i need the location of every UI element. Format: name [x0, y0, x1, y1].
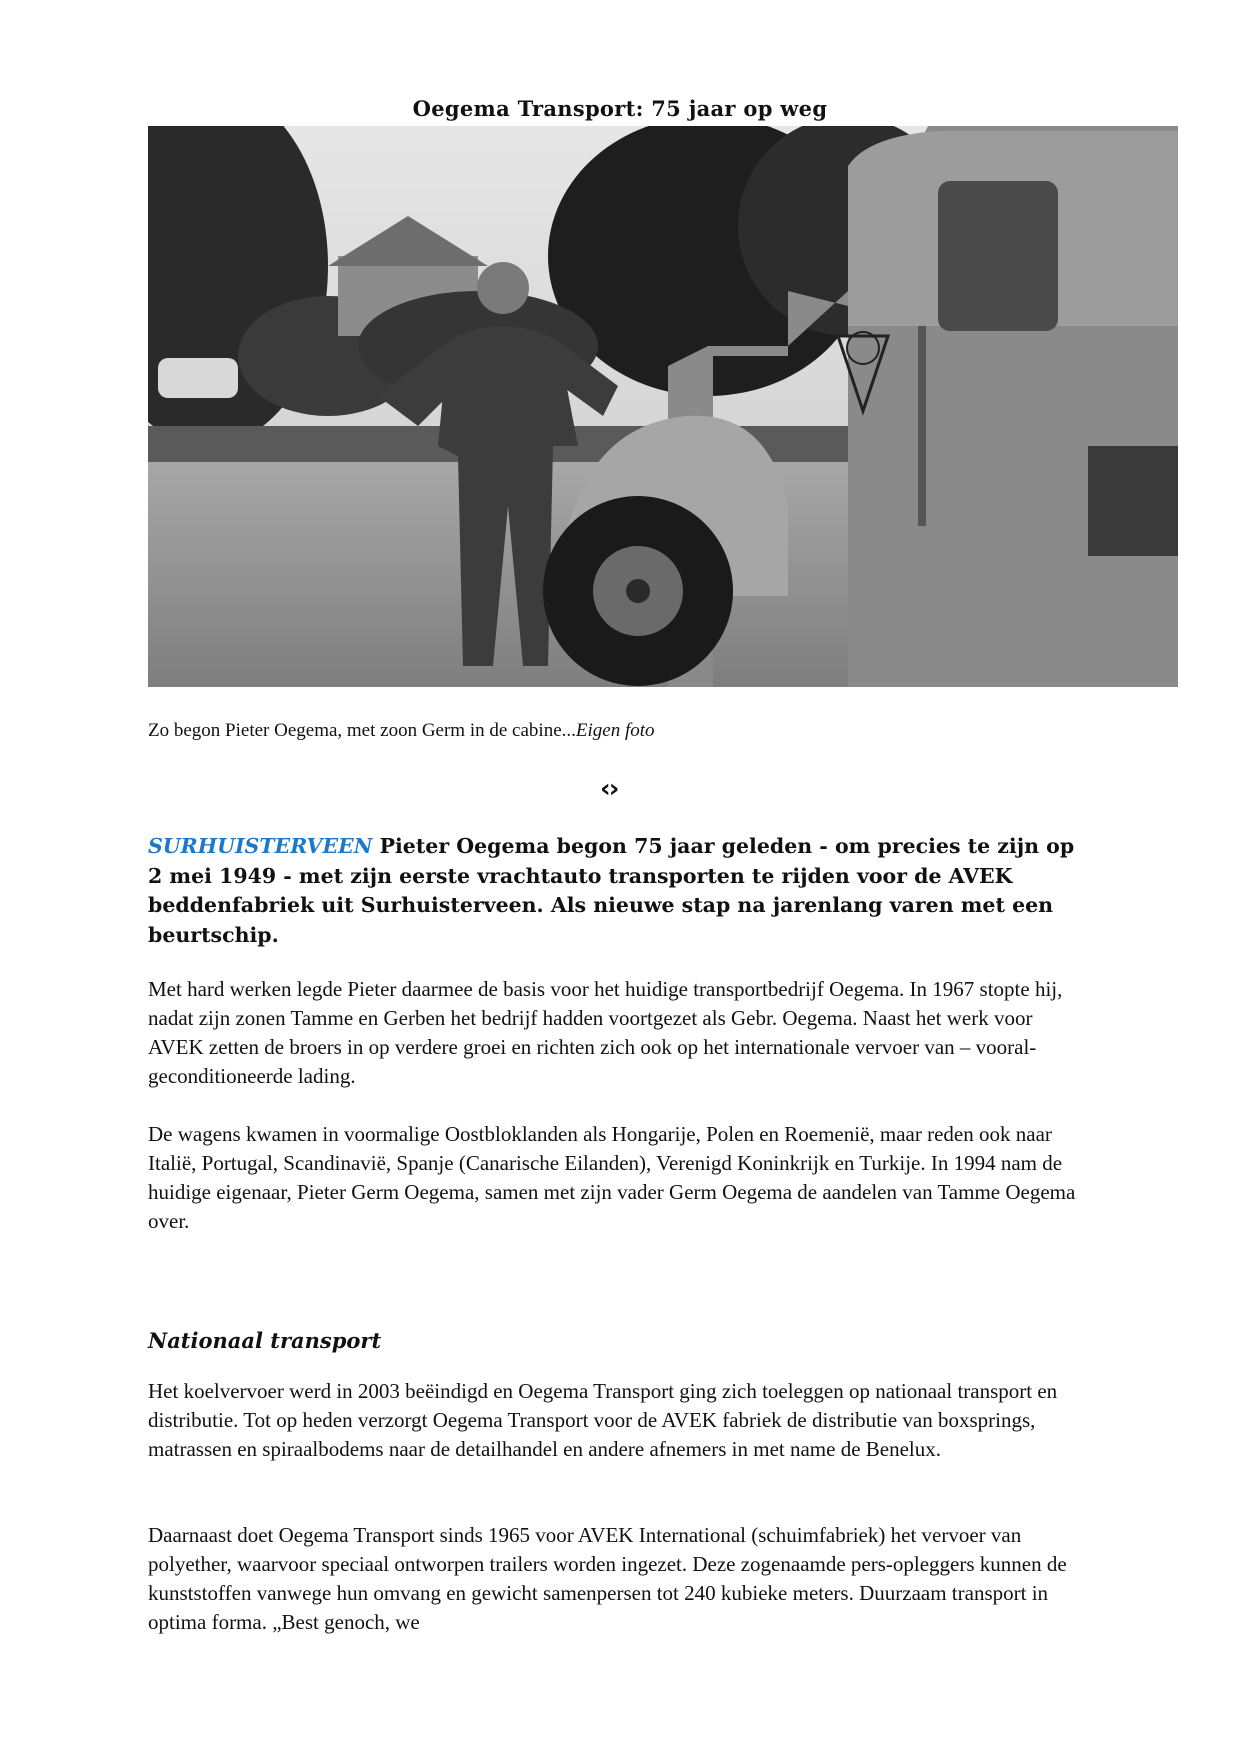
lead-text: Pieter Oegema begon 75 jaar geleden - om precies te zijn op 2 mei 1949 - met zijn eerste vrachtauto transporten te rijden voor de AVEK beddenfabriek uit Surhuisterveen. Als nieuwe stap na jarenlang varen met een beurtschip.: [148, 834, 1075, 947]
section-heading: Nationaal transport: [148, 1328, 382, 1353]
truck-photo-illustration: [148, 126, 1178, 687]
gallery-nav-arrows-icon[interactable]: ‹›: [600, 774, 618, 804]
caption-credit: Eigen foto: [575, 720, 655, 741]
body-paragraph-4: Daarnaast doet Oegema Transport sinds 1965 voor AVEK International (schuimfabriek) het vervoer van polyether, waarvoor speciaal ontworpen trailers worden ingezet. Deze zogenaamde pers-opleggers kunnen de kunststoffen vanwege hun omvang en gewicht samenpersen tot 240 kubieke meters. Duurzaam transport in optima forma. „Best genoch, we: [148, 1523, 1067, 1634]
dateline: SURHUISTERVEEN: [148, 834, 373, 858]
body-paragraph-2: De wagens kwamen in voormalige Oostbloklanden als Hongarije, Polen en Roemenië, maar reden ook naar Italië, Portugal, Scandinavië, Spanje (Canarische Eilanden), Verenigd Koninkrijk en Turkije. In 1994 nam de huidige eigenaar, Pieter Germ Oegema, samen met zijn vader Germ Oegema de aandelen van Tamme Oegema over.: [148, 1122, 1076, 1233]
body-paragraph-1: Met hard werken legde Pieter daarmee de basis voor het huidige transportbedrijf Oegema. In 1967 stopte hij, nadat zijn zonen Tamme en Gerben het bedrijf hadden voortgezet als Gebr. Oegema. Naast het werk voor AVEK zetten de broers in op verdere groei en richten zich ook op het internationale vervoer van – vooral- geconditioneerde lading.: [148, 977, 1063, 1088]
article-photo: [148, 126, 1178, 687]
lead-paragraph: [148, 832, 1078, 950]
body-paragraph-3: Het koelvervoer werd in 2003 beëindigd en Oegema Transport ging zich toeleggen op nationaal transport en distributie. Tot op heden verzorgt Oegema Transport voor de AVEK fabriek de distributie van boxsprings, matrassen en spiraalbodems naar de detailhandel en andere afnemers in met name de Benelux.: [148, 1379, 1058, 1461]
caption-text: Zo begon Pieter Oegema, met zoon Germ in de cabine...: [148, 720, 576, 741]
article-title: Oegema Transport: 75 jaar op weg: [412, 96, 828, 121]
photo-caption: [148, 720, 655, 742]
